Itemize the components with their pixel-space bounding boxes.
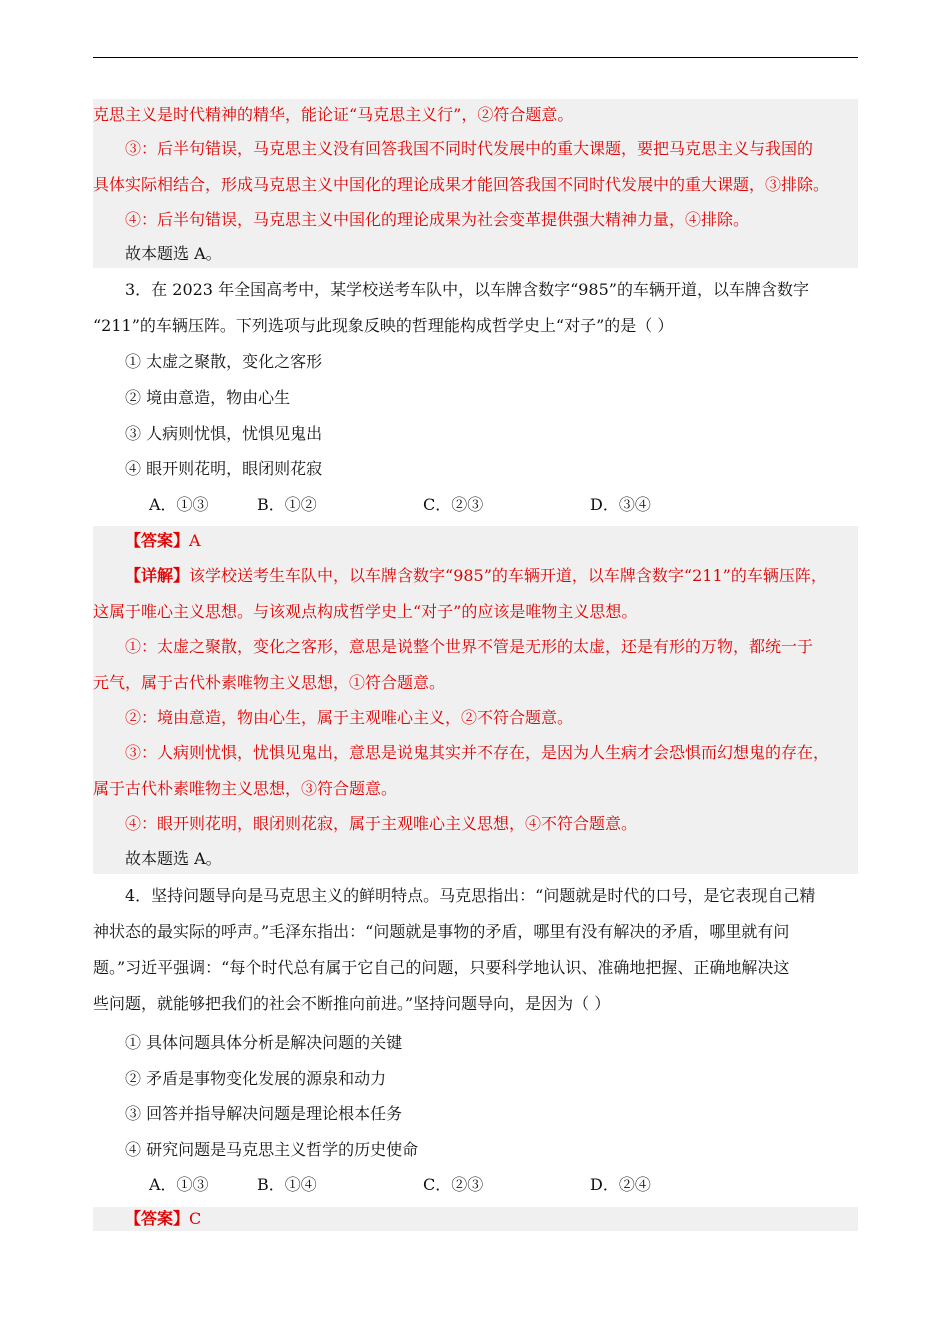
question-stem: 些问题，就能够把我们的社会不断推向前进。”坚持问题导向，是因为（ ） — [93, 994, 611, 1013]
option-d: D．③④ — [590, 495, 651, 514]
question-stem: 神状态的最实际的呼声。”毛泽东指出：“问题就是事物的矛盾，哪里有没有解决的矛盾，哪里就有问 — [93, 922, 790, 941]
answer-line — [125, 529, 858, 553]
answer-tag: 【答案】 — [125, 531, 190, 550]
question-4 — [93, 882, 858, 1204]
detail-line: ②：境由意造，物由心生，属于主观唯心主义，②不符合题意。 — [125, 708, 574, 727]
answer-block-q3 — [93, 526, 858, 874]
option-b: B．①② — [257, 495, 317, 514]
analysis-line: ④：后半句错误，马克思主义中国化的理论成果为社会变革提供强大精神力量，④排除。 — [125, 210, 750, 229]
answer-block-q4 — [93, 1207, 858, 1231]
statement-item: ② 矛盾是事物变化发展的源泉和动力 — [125, 1069, 387, 1088]
statement-item: ④ 研究问题是马克思主义哲学的历史使命 — [125, 1140, 419, 1159]
option-b: B．①④ — [257, 1175, 317, 1194]
detail-line: ④：眼开则花明，眼闭则花寂，属于主观唯心主义思想，④不符合题意。 — [125, 814, 638, 833]
question-stem: “211”的车辆压阵。下列选项与此现象反映的哲理能构成哲学史上“对子”的是（ ） — [93, 316, 674, 335]
header-rule — [93, 57, 858, 58]
analysis-block-q2 — [93, 99, 858, 268]
analysis-line: 具体实际相结合，形成马克思主义中国化的理论成果才能回答我国不同时代发展中的重大课题，③排除。 — [93, 175, 830, 194]
detail-line: ①：太虚之聚散，变化之客形，意思是说整个世界不管是无形的太虚，还是有形的万物，都统一于 — [125, 637, 814, 656]
answer-value: C — [189, 1209, 202, 1228]
detail-line: 这属于唯心主义思想。与该观点构成哲学史上“对子”的应该是唯物主义思想。 — [93, 602, 638, 621]
option-a: A．①③ — [149, 1175, 209, 1194]
analysis-line: 克思主义是时代精神的精华，能论证“马克思主义行”，②符合题意。 — [93, 105, 574, 124]
analysis-conclusion: 故本题选 A。 — [125, 849, 222, 868]
detail-line — [125, 564, 858, 588]
option-c: C．②③ — [423, 495, 484, 514]
question-stem: 3．在 2023 年全国高考中，某学校送考车队中，以车牌含数字“985”的车辆开道，以车牌含数字 — [125, 280, 809, 299]
question-3 — [93, 276, 858, 526]
option-c: C．②③ — [423, 1175, 484, 1194]
detail-line: ③：人病则忧惧，忧惧见鬼出，意思是说鬼其实并不存在，是因为人生病才会恐惧而幻想鬼的存在， — [125, 743, 830, 762]
question-stem: 题。”习近平强调：“每个时代总有属于它自己的问题，只要科学地认识、准确地把握、正确地解决这 — [93, 958, 790, 977]
statement-item: ④ 眼开则花明，眼闭则花寂 — [125, 459, 323, 478]
detail-line: 元气，属于古代朴素唯物主义思想，①符合题意。 — [93, 673, 446, 692]
analysis-conclusion: 故本题选 A。 — [125, 244, 222, 263]
option-d: D．②④ — [590, 1175, 651, 1194]
answer-line — [125, 1207, 858, 1231]
statement-item: ① 太虚之聚散，变化之客形 — [125, 352, 323, 371]
statement-item: ③ 回答并指导解决问题是理论根本任务 — [125, 1104, 403, 1123]
answer-value: A — [189, 531, 201, 550]
statement-item: ② 境由意造，物由心生 — [125, 388, 291, 407]
question-stem: 4．坚持问题导向是马克思主义的鲜明特点。马克思指出：“问题就是时代的口号，是它表现自己精 — [125, 886, 816, 905]
detail-tag: 【详解】 — [125, 566, 190, 585]
detail-line: 属于古代朴素唯物主义思想，③符合题意。 — [93, 779, 398, 798]
statement-item: ③ 人病则忧惧，忧惧见鬼出 — [125, 424, 323, 443]
analysis-line: ③：后半句错误，马克思主义没有回答我国不同时代发展中的重大课题，要把马克思主义与我国的 — [125, 139, 814, 158]
answer-tag: 【答案】 — [125, 1209, 190, 1228]
option-a: A．①③ — [149, 495, 209, 514]
statement-item: ① 具体问题具体分析是解决问题的关键 — [125, 1033, 403, 1052]
detail-text: 该学校送考生车队中，以车牌含数字“985”的车辆开道，以车牌含数字“211”的车辆压阵， — [189, 566, 827, 585]
